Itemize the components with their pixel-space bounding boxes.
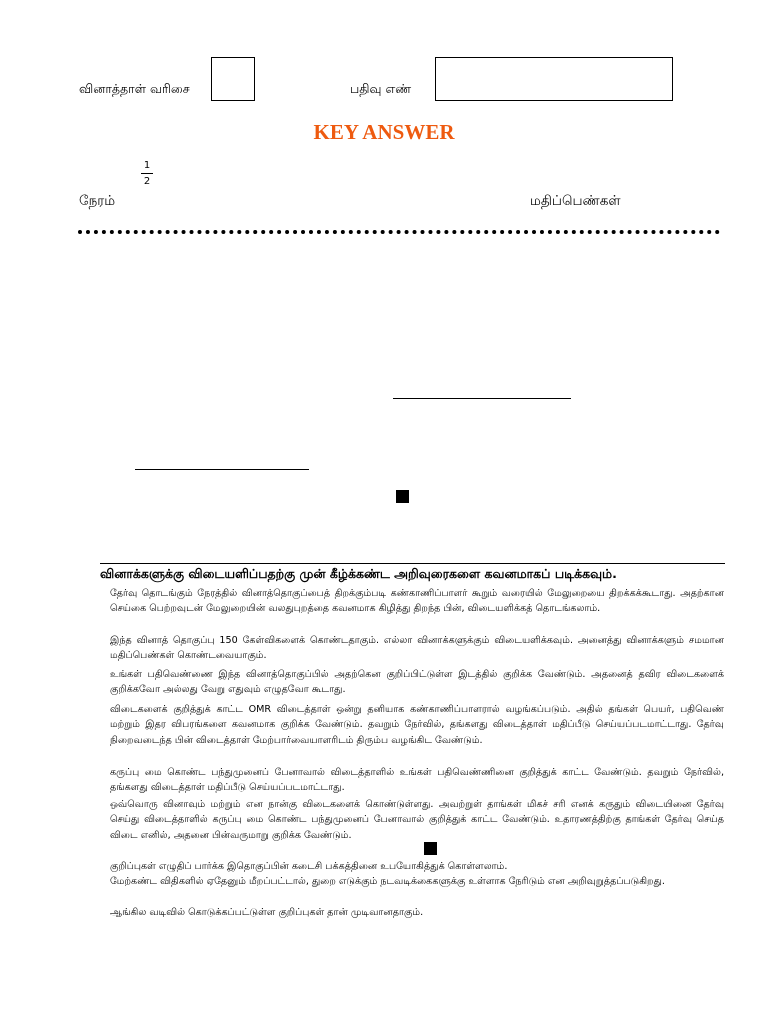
dotted-separator — [78, 230, 720, 234]
filled-square-icon — [396, 490, 409, 503]
marks-label: மதிப்பெண்கள் — [530, 193, 621, 209]
instruction-paragraph: உங்கள் பதிவெண்ணை இந்த வினாத்தொகுப்பில் அதற்கென குறிப்பிட்டுள்ள இடத்தில் குறிக்க வேண்டும். அதனைத் தவிர விடைகளைக் குறிக்கவோ அல்லது வேறு எதுவும் எழுதவோ கூடாது. — [110, 669, 724, 696]
blank-line-upper — [393, 398, 571, 399]
question-paper-series-box[interactable] — [211, 57, 255, 101]
register-number-box[interactable] — [435, 57, 673, 101]
instruction-paragraph: மேற்கண்ட விதிகளில் ஏதேனும் மீறப்பட்டால், துறை எடுக்கும் நடவடிக்கைகளுக்கு உள்ளாக நேரிடும் என அறிவுறுத்தப்படுகிறது. — [110, 876, 665, 887]
fraction — [141, 160, 153, 187]
instruction-paragraph: விடைகளைக் குறித்துக் காட்ட OMR விடைத்தாள் ஒன்று தனியாக கண்காணிப்பாளரால் வழங்கப்படும். அதில் தங்கள் பெயர், பதிவெண் மற்றும் இதர விபரங்களை கவனமாக குறிக்க வேண்டும். தவறும் நேர்வில், தங்களது விடைத்தாள் மதிப்பீடு செய்யப்படமாட்டாது. தேர்வு நிறைவடைந்த பின் விடைத்தாள் மேற்பார்வையாளரிடம் திரும்ப வழங்கிட வேண்டும். — [110, 704, 724, 746]
instructions-heading: வினாக்களுக்கு விடையளிப்பதற்கு முன் கீழ்க்கண்ட அறிவுரைகளை கவனமாகப் படிக்கவும். — [100, 566, 617, 581]
page-title: KEY ANSWER — [313, 120, 455, 144]
question-paper-series-label: வினாத்தாள் வரிசை — [79, 81, 190, 96]
instruction-paragraph: ஒவ்வொரு வினாவும் மற்றும் என நான்கு விடைகளைக் கொண்டுள்ளது. அவற்றுள் தாங்கள் மிகச் சரி எனக் கருதும் விடையினை தேர்வு செய்து விடைத்தாளில் கருப்பு மை கொண்ட பந்துமுனைப் பேனாவால் குறித்துக் காட்ட வேண்டும். உதாரணத்திற்கு தாங்கள் தேர்வு செய்த விடை எனில், அதனை பின்வருமாறு குறிக்க வேண்டும். — [110, 799, 724, 841]
instruction-paragraph: தேர்வு தொடங்கும் நேரத்தில் வினாத்தொகுப்பைத் திறக்கும்படி கண்காணிப்பாளர் கூறும் வரையில் மேலுறையை திறக்கக்கூடாது. அதற்கான செய்கை பெற்றவுடன் மேலுறையின் வலதுபுறத்தை கவனமாக கிழித்து திறந்த பின், விடையளிக்கத் தொடங்கலாம். — [110, 588, 724, 615]
instruction-paragraph: ஆங்கில வடிவில் கொடுக்கப்பட்டுள்ள குறிப்புகள் தான் முடிவானதாகும். — [110, 907, 424, 918]
fraction-numerator: 1 — [143, 160, 151, 171]
fraction-denominator: 2 — [143, 176, 151, 187]
register-number-label: பதிவு எண் — [350, 81, 412, 96]
instruction-paragraph: கருப்பு மை கொண்ட பந்துமுனைப் பேனாவால் விடைத்தாளில் உங்கள் பதிவெண்ணினை குறித்துக் காட்ட வேண்டும். தவறும் நேர்வில், தங்களது விடைத்தாள் மதிப்பீடு செய்யப்படமாட்டாது. — [110, 767, 724, 794]
filled-circle-example-icon — [424, 842, 437, 855]
blank-line-lower — [135, 469, 309, 470]
fraction-bar — [141, 173, 153, 174]
section-divider — [100, 563, 725, 564]
instruction-paragraph: இந்த வினாத் தொகுப்பு 150 கேள்விகளைக் கொண்டதாகும். எல்லா வினாக்களுக்கும் விடையளிக்கவும். அனைத்து வினாக்களும் சமமான மதிப்பெண்கள் கொண்டவையாகும். — [110, 635, 724, 662]
instruction-paragraph: குறிப்புகள் எழுதிப் பார்க்க இதொகுப்பின் கடைசி பக்கத்தினை உபயோகித்துக் கொள்ளலாம். — [110, 861, 508, 872]
time-label: நேரம் — [79, 193, 116, 209]
